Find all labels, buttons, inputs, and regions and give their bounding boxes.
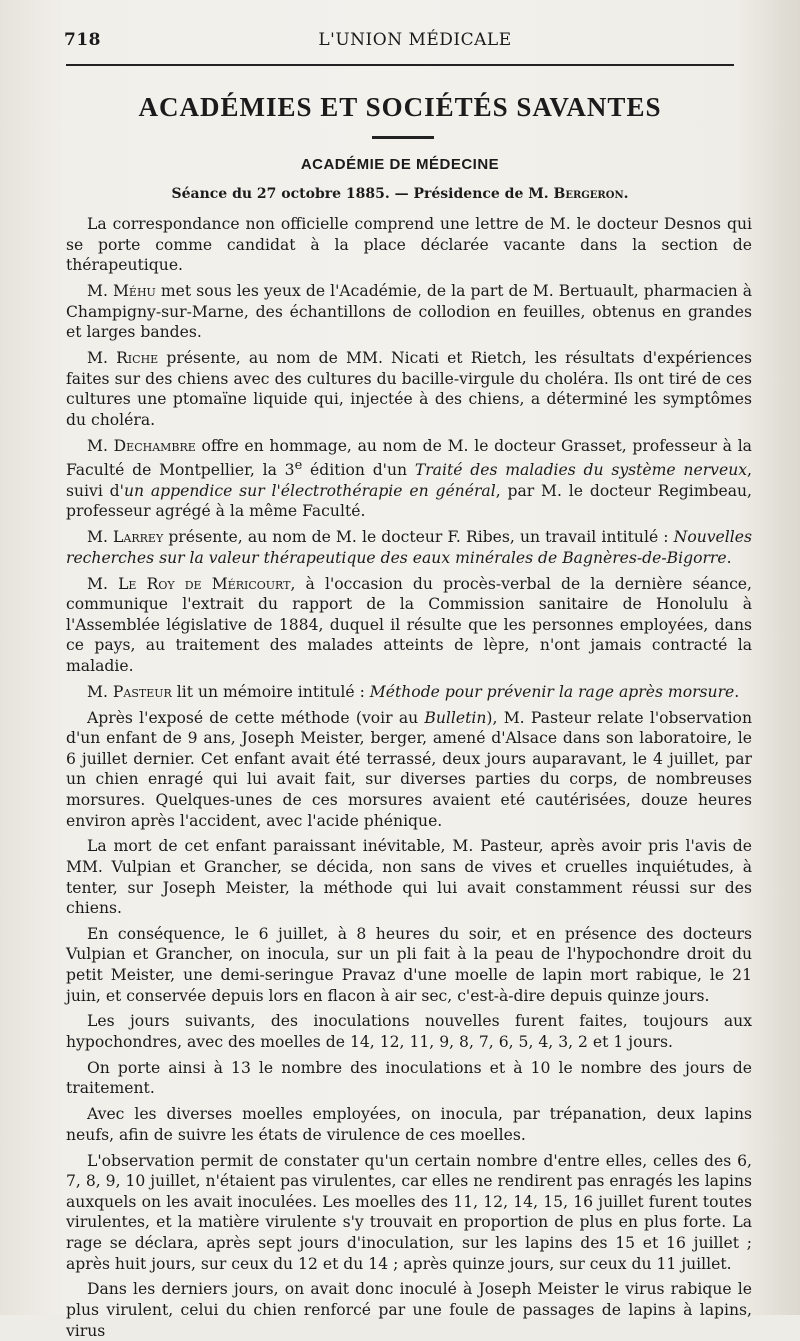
paragraph-count: On porte ainsi à 13 le nombre des inoculations et à 10 le nombre des jours de traitement. <box>66 1058 752 1098</box>
speaker-name: Dechambre <box>113 436 196 455</box>
p3-text: présente, au nom de MM. Nicati et Rietch, les résultats d'expériences faites sur des chiens avec des cultures du bacille-virgule du choléra. Ils ont tiré de ces cultures une ptomaïne liquide qui, injectée à des chiens, a déterminé les symptômes du choléra. <box>66 348 752 429</box>
section-title: ACADÉMIES ET SOCIÉTÉS SAVANTES <box>138 92 662 122</box>
paragraph-dechambre <box>66 436 752 523</box>
speaker-name: Le Roy de Méricourt <box>118 574 291 593</box>
article-body <box>66 214 752 1341</box>
memoir-title: Méthode pour prévenir la rage après morsure <box>369 682 735 701</box>
paragraph-first-inoculation: En conséquence, le 6 juillet, à 8 heures du soir, et en présence des docteurs Vulpian et Grancher, on inocula, sur un pli fait à la peau de l'hypochondre droit du petit Meister, une demi-seringue Pravaz d'une moelle de lapin mort rabique, le 21 juin, et conservée depuis lors en flacon à air sec, c'est-à-dire depuis quinze jours. <box>66 924 752 1005</box>
title-rule <box>372 136 434 139</box>
p4-text2: édition d'un <box>302 461 415 480</box>
paragraph-pasteur <box>66 682 752 703</box>
running-head <box>64 30 766 56</box>
speaker-name: Larrey <box>113 528 164 547</box>
session-suffix: . <box>623 186 629 202</box>
p4-text4: , par M. le docteur Regimbeau, professeur agrégé à la même Faculté. <box>66 481 752 521</box>
p4-text3: , suivi d' <box>66 461 753 500</box>
appendix-title: un appendice sur l'électrothérapie en général <box>123 481 496 500</box>
p6-prefix: M. <box>87 574 119 593</box>
session-line <box>0 186 800 202</box>
paragraph-mehu <box>66 281 752 343</box>
p6-text: , à l'occasion du procès-verbal de la dernière séance, communique l'extrait du rapport de la Commission sanitaire de Honolulu à l'Assemblée législative de 1884, duquel il résulte que les personnes employées, dans ce pays, au traitement des malades atteints de lèpre, n'ont jamais contracté la maladie. <box>66 574 752 675</box>
paragraph-correspondence: La correspondance non officielle comprend une lettre de M. le docteur Desnos qui se porte comme candidat à la place déclarée vacante dans la section de thérapeutique. <box>66 215 752 275</box>
subsection-title: ACADÉMIE DE MÉDECINE <box>300 156 500 173</box>
header-rule <box>66 64 734 66</box>
paragraph-rabbits: Avec les diverses moelles employées, on inocula, par trépanation, deux lapins neufs, afin de suivre les états de virulence de ces moelles. <box>66 1105 752 1144</box>
bulletin-ref: Bulletin <box>424 708 487 727</box>
p8-text1: Après l'exposé de cette méthode (voir au <box>87 708 425 727</box>
speaker-name: Pasteur <box>112 682 172 701</box>
paragraph-larrey <box>66 527 752 568</box>
speaker-name: Méhu <box>112 281 156 300</box>
p7-text: lit un mémoire intitulé : <box>171 682 370 701</box>
p4-sup: e <box>294 458 303 474</box>
speaker-name: Riche <box>116 348 159 367</box>
p5-prefix: M. <box>87 528 114 547</box>
p4-prefix: M. <box>87 436 114 455</box>
p8-text2: ), M. Pasteur relate l'observation d'un enfant de 9 ans, Joseph Meister, berger, amené d'Alsace dans son laboratoire, le 6 juillet dernier. Cet enfant avait été terrassé, deux jours auparavant, le 4 juillet, par un chien enragé qui lui avait fait, sur diverses parties du corps, de nombreuses morsures. Quelques-unes de ces morsures avaient eté cautérisées, douze heures environ après l'accident, avec l'acide phénique. <box>66 708 752 830</box>
p7-suffix: . <box>734 682 740 701</box>
p3-prefix: M. <box>87 348 117 367</box>
paragraph-observation <box>66 708 752 832</box>
work-title: Nouvelles recherches sur la valeur thérapeutique des eaux minérales de Bagnères-de-Bigorre <box>66 528 752 567</box>
journal-title: L'UNION MÉDICALE <box>318 30 512 50</box>
p2-text: met sous les yeux de l'Académie, de la part de M. Bertuault, pharmacien à Champigny-sur-Marne, des échantillons de collodion en feuilles, obtenus en grandes et larges bandes. <box>66 281 752 342</box>
p5-text: présente, au nom de M. le docteur F. Ribes, un travail intitulé : <box>163 528 674 547</box>
p5-suffix: . <box>726 548 732 567</box>
session-prefix: Séance du 27 octobre 1885. — Présidence de M. <box>171 186 554 202</box>
p7-prefix: M. <box>87 682 113 701</box>
paragraph-last-days: Dans les derniers jours, on avait donc inoculé à Joseph Meister le virus rabique le plus virulent, celui du chien renforcé par une foule de passages de lapins à lapins, virus <box>66 1280 752 1340</box>
book-title: Traité des maladies du système nerveux <box>414 461 748 480</box>
paragraph-le-roy <box>66 574 752 677</box>
paragraph-following-days: Les jours suivants, des inoculations nouvelles furent faites, toujours aux hypochondres, avec des moelles de 14, 12, 11, 9, 8, 7, 6, 5, 4, 3, 2 et 1 jours. <box>66 1012 752 1052</box>
paragraph-riche <box>66 348 752 430</box>
p2-prefix: M. <box>87 281 113 300</box>
page-number: 718 <box>64 30 101 50</box>
p4-text1: offre en hommage, au nom de M. le docteur Grasset, professeur à la Faculté de Montpellier, la 3 <box>66 436 752 480</box>
session-president: Bergeron <box>553 186 624 202</box>
paragraph-decision: La mort de cet enfant paraissant inévitable, M. Pasteur, après avoir pris l'avis de MM. Vulpian et Grancher, se décida, non sans de vives et cruelles inquiétudes, à tenter, sur Joseph Meister, la méthode qui lui avait constamment réussi sur des chiens. <box>66 837 752 918</box>
paragraph-virulence: L'observation permit de constater qu'un certain nombre d'entre elles, celles des 6, 7, 8, 9, 10 juillet, n'étaient pas virulentes, car elles ne rendirent pas enragés les lapins auxquels on les avait inoculées. Les moelles des 11, 12, 14, 15, 16 juillet furent toutes virulentes, et la matière virulente s'y trouvait en proportion de plus en plus forte. La rage se déclara, après sept jours d'inoculation, sur les lapins des 15 et 16 juillet ; après huit jours, sur ceux du 12 et du 14 ; après quinze jours, sur ceux du 11 juillet. <box>66 1151 752 1273</box>
